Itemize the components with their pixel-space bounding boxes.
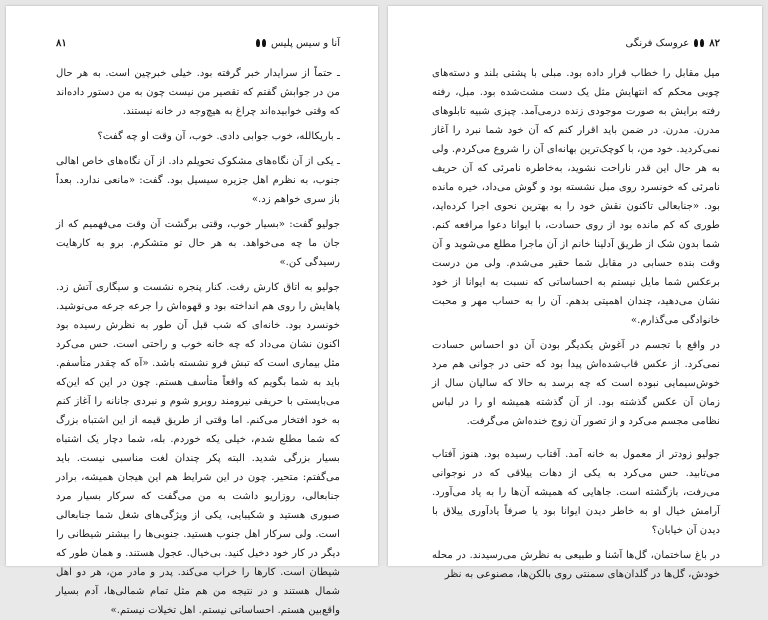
ornament-icon [694, 39, 704, 47]
right-page [388, 6, 762, 580]
paragraph: جولیو زودتر از معمول به خانه آمد. آفتاب رسیده بود. هنوز آفتاب می‌تابید. حس می‌کرد به یکی از دهات ییلاقی که در نوجوانی می‌رفت، بازگشته است. جاهایی که همیشه آن‌ها را به یاد می‌آورد. آرامش خیال او به خاطر دیدن ایوانا بود یا صرفاً یادآوری ییلاق با دیدن آن خیابان؟ [432, 449, 720, 536]
left-page-header [56, 36, 340, 50]
paragraph: جولیو به اتاق کارش رفت. کنار پنجره نشست و سیگاری آتش زد. پاهایش را روی هم انداخته بود و قهوه‌اش را جرعه جرعه می‌نوشید. خونسرد بود. خانه‌ای که شب قبل آن طور به نظرش رسیده بود اکنون نشان می‌داد که چه خانه خوب و راحتی است. حس می‌کرد مثل بیماری است که تبش فرو نشسته باشد. «آه که چقدر متأسفم. باید به شما بگویم که واقعاً متأسف هستم. چون در این که این‌که می‌بایستی با حریفی نیرومند روبرو شوم و نبردی جانانه را آغاز کنم به خود افتخار می‌کنم. اما وقتی از طریق قیمه از این اشتباه بزرگ که شما مطلع شدم، خیلی یکه خوردم. بله، شما دچار یک اشتباه بسیار بزرگی شدید. البته پکر چندان لغت مناسبی نیست. باید می‌گفتم: متحیر. چون در این شرایط هم این هیجان همیشه، برادر جنابعالی، روزاریو داشت به من می‌گفت که سرکار بسیار مرد صبوری هستید و شکیبایی، یکی از ویژگی‌های شغل شما جنابعالی است. ولی سرکار اهل جنوب هستید. جنوبی‌ها را بیشتر شیطانی را دیگر در کار خود دخیل کنید. بی‌خیال. عجول هستند. و همان طور که شیطان است. کارها را خراب می‌کند. پدر و مادر من، هر دو اهل شمال هستند و در نتیجه من هم مثل تمام شمالی‌ها، آدم بسیار واقع‌بین هستم. احساساتی نیستم. اهل تخیلات نیستم.» [56, 282, 340, 616]
ornament-icon [256, 39, 266, 47]
paragraph: در باغ ساختمان، گل‌ها آشنا و طبیعی به نظرش می‌رسیدند. در محله خودش، گل‌ها در گلدان‌های سمنتی روی بالکن‌ها، مصنوعی به نظر [432, 550, 720, 580]
left-page-number: ۸۱ [56, 37, 67, 49]
left-page-body [56, 64, 340, 620]
right-page-number: ۸۲ [709, 37, 720, 49]
paragraph: در واقع با تجسم در آغوش یکدیگر بودن آن دو احساس حسادت نمی‌کرد. از عکس قاب‌شده‌اش پیدا بود که حتی در جوانی هم مرد خوش‌سیمایی نبوده است که چه برسد به حالا که سالیان سال از زمان آن عکس گذشته بود. از آن گذشته همیشه او را در لباس نظامی مجسم می‌کرد و از تصور آن زوج خنده‌اش می‌گرفت. [432, 340, 720, 427]
paragraph: ـ حتماً از سرایدار خبر گرفته بود. خیلی خبرچین است. به هر حال من در جوابش گفتم که تقصیر من نیست چون به من دستور داده‌اند که وقتی خوابیده‌اند چراغ به هیچ‌وجه در خانه نیستند. [56, 68, 340, 117]
right-page-header [432, 36, 720, 50]
left-running-title: آنا و سیس پلیس [271, 37, 340, 49]
paragraph: ـ یکی از آن نگاه‌های مشکوک تحویلم داد. از آن نگاه‌های خاص اهالی جنوب، به نظرم اهل جزیره سیسیل بود. گفت: «مانعی ندارد. بعداً باز سری خواهم زد.» [56, 156, 340, 205]
left-running-head [256, 38, 340, 49]
right-running-head [625, 38, 720, 49]
left-page [6, 6, 378, 616]
right-running-title: عروسک فرنگی [625, 37, 690, 49]
paragraph: ـ باریکالله، خوب جوابی دادی. خوب، آن وقت او چه گفت؟ [97, 131, 340, 142]
paragraph: جولیو گفت: «بسیار خوب، وقتی برگشت آن وقت می‌فهمیم که از جان ما چه می‌خواهد. به هر حال تو متشکرم. برو به کارهایت رسیدگی کن.» [56, 219, 340, 268]
paragraph: میل مقابل را خطاب قرار داده بود. مبلی با پشتی بلند و دسته‌های چوبی محکم که انتهایش مثل یک دست مشت‌شده بود. مبل، رفته رفته برایش به صورت موجودی زنده درمی‌آمد. چیزی شبیه تابلوهای مدرن. مدرن. در ضمن باید اقرار کنم که آن خود شما نبرد را آغاز نمی‌کردید. خود من، با کوچک‌ترین بهانه‌ای آن را شروع می‌کردم. ولی به هر حال این قدر ناراحت نشوید، به‌خاطره نامرئی که آن حریف نامرئی که خونسرد روی مبل نشسته بود و گوش می‌داد، خیره مانده بود. «جنابعالی تاکنون نقش خود را به بهترین نحوی اجرا کرده‌اید، طوری که کم مانده بود از روی حسادت، با ایوانا دعوا مرافعه کنم. شما بدون شک از طریق آدلینا خانم از آن ماجرا مطلع می‌شوید و آن وقت بنده حسابی در مقابل شما حقیر می‌شدم. ولی من درست برعکس شما مایل نیستم به احساساتی که نسبت به ایوانا از خود نشان می‌دهید، چندان اهمیتی بدهم. آن را به حساب مهر و محبت خانوادگی می‌گذارم.» [432, 68, 720, 326]
right-page-body [432, 64, 720, 584]
